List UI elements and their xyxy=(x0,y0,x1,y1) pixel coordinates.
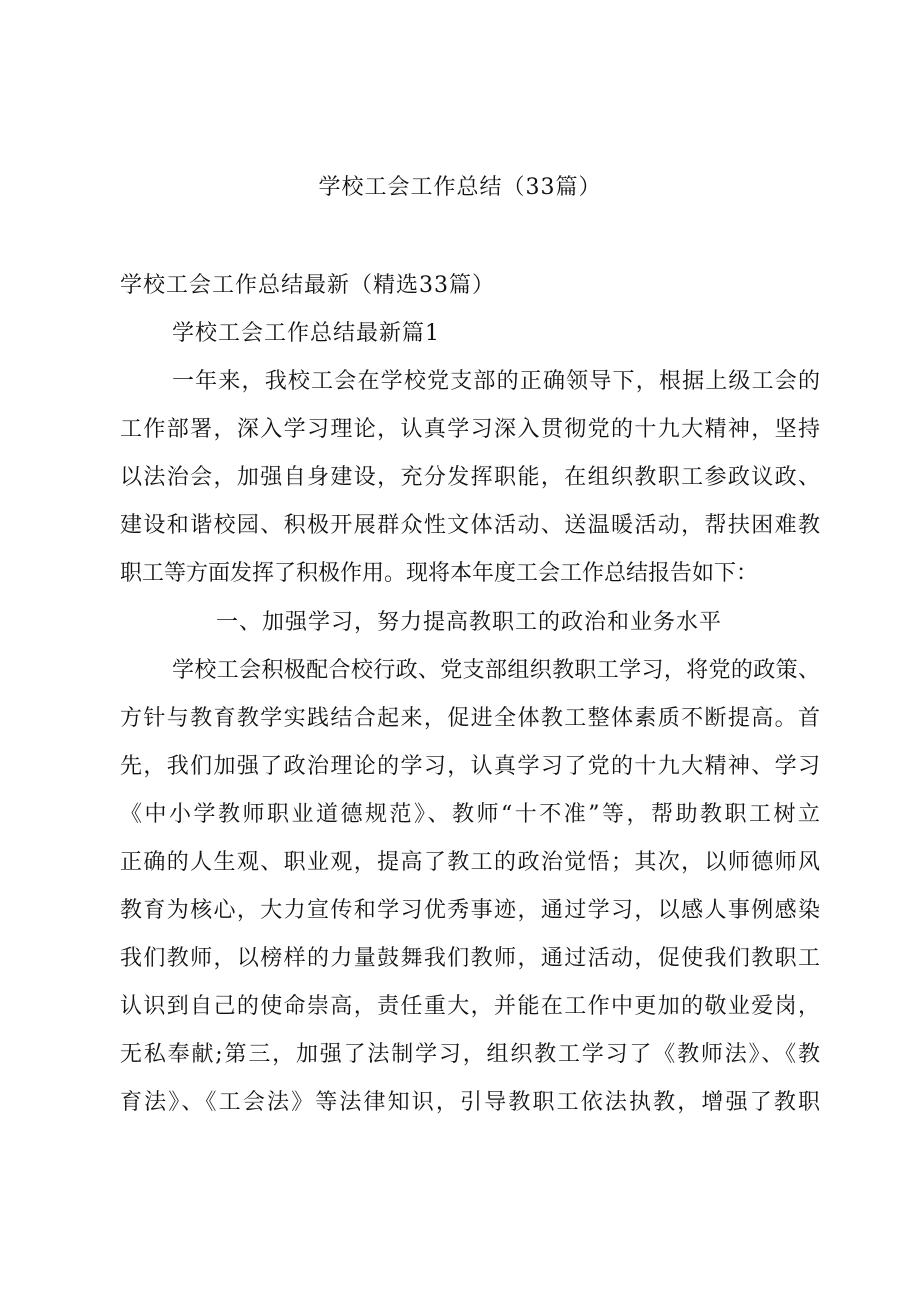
paragraph-line: 一年来，我校工会在学校党支部的正确领导下，根据上级工会的 xyxy=(172,369,820,394)
paragraph-line: 以法治会，加强自身建设，充分发挥职能，在组织教职工参政议政、 xyxy=(120,465,820,490)
paragraph-line: 工作部署，深入学习理论，认真学习深入贯彻党的十九大精神，坚持 xyxy=(120,417,820,442)
paragraph-line: 育法》、《工会法》等法律知识，引导教职工依法执教，增强了教职 xyxy=(120,1090,820,1115)
paragraph-line: 学校工会积极配合校行政、党支部组织教职工学习，将党的政策、 xyxy=(172,658,820,683)
article-heading: 学校工会工作总结最新篇1 xyxy=(172,321,440,346)
paragraph-line: 正确的人生观、职业观，提高了教工的政治觉悟；其次，以师德师风 xyxy=(120,850,820,875)
paragraph-line: 我们教师，以榜样的力量鼓舞我们教师，通过活动，促使我们教职工 xyxy=(120,946,820,971)
section-heading: 一、加强学习，努力提高教职工的政治和业务水平 xyxy=(216,610,723,635)
paragraph-line: 认识到自己的使命崇高，责任重大，并能在工作中更加的敬业爱岗， xyxy=(120,994,820,1019)
paragraph-line: 无私奉献;第三，加强了法制学习，组织教工学习了《教师法》、《教 xyxy=(120,1042,820,1067)
document-subtitle: 学校工会工作总结最新（精选33篇） xyxy=(120,273,495,298)
paragraph-line: 建设和谐校园、积极开展群众性文体活动、送温暖活动，帮扶困难教 xyxy=(120,513,820,538)
paragraph-line: 方针与教育教学实践结合起来，促进全体教工整体素质不断提高。首 xyxy=(120,706,820,731)
paragraph-line: 先，我们加强了政治理论的学习，认真学习了党的十九大精神、学习 xyxy=(120,754,820,779)
paragraph-line: 《中小学教师职业道德规范》、教师“十不准”等，帮助教职工树立 xyxy=(120,802,820,827)
paragraph-line: 职工等方面发挥了积极作用。现将本年度工会工作总结报告如下： xyxy=(120,561,759,586)
paragraph-line: 教育为核心，大力宣传和学习优秀事迹，通过学习，以感人事例感染 xyxy=(120,898,820,923)
document-title: 学校工会工作总结（33篇） xyxy=(318,175,602,200)
